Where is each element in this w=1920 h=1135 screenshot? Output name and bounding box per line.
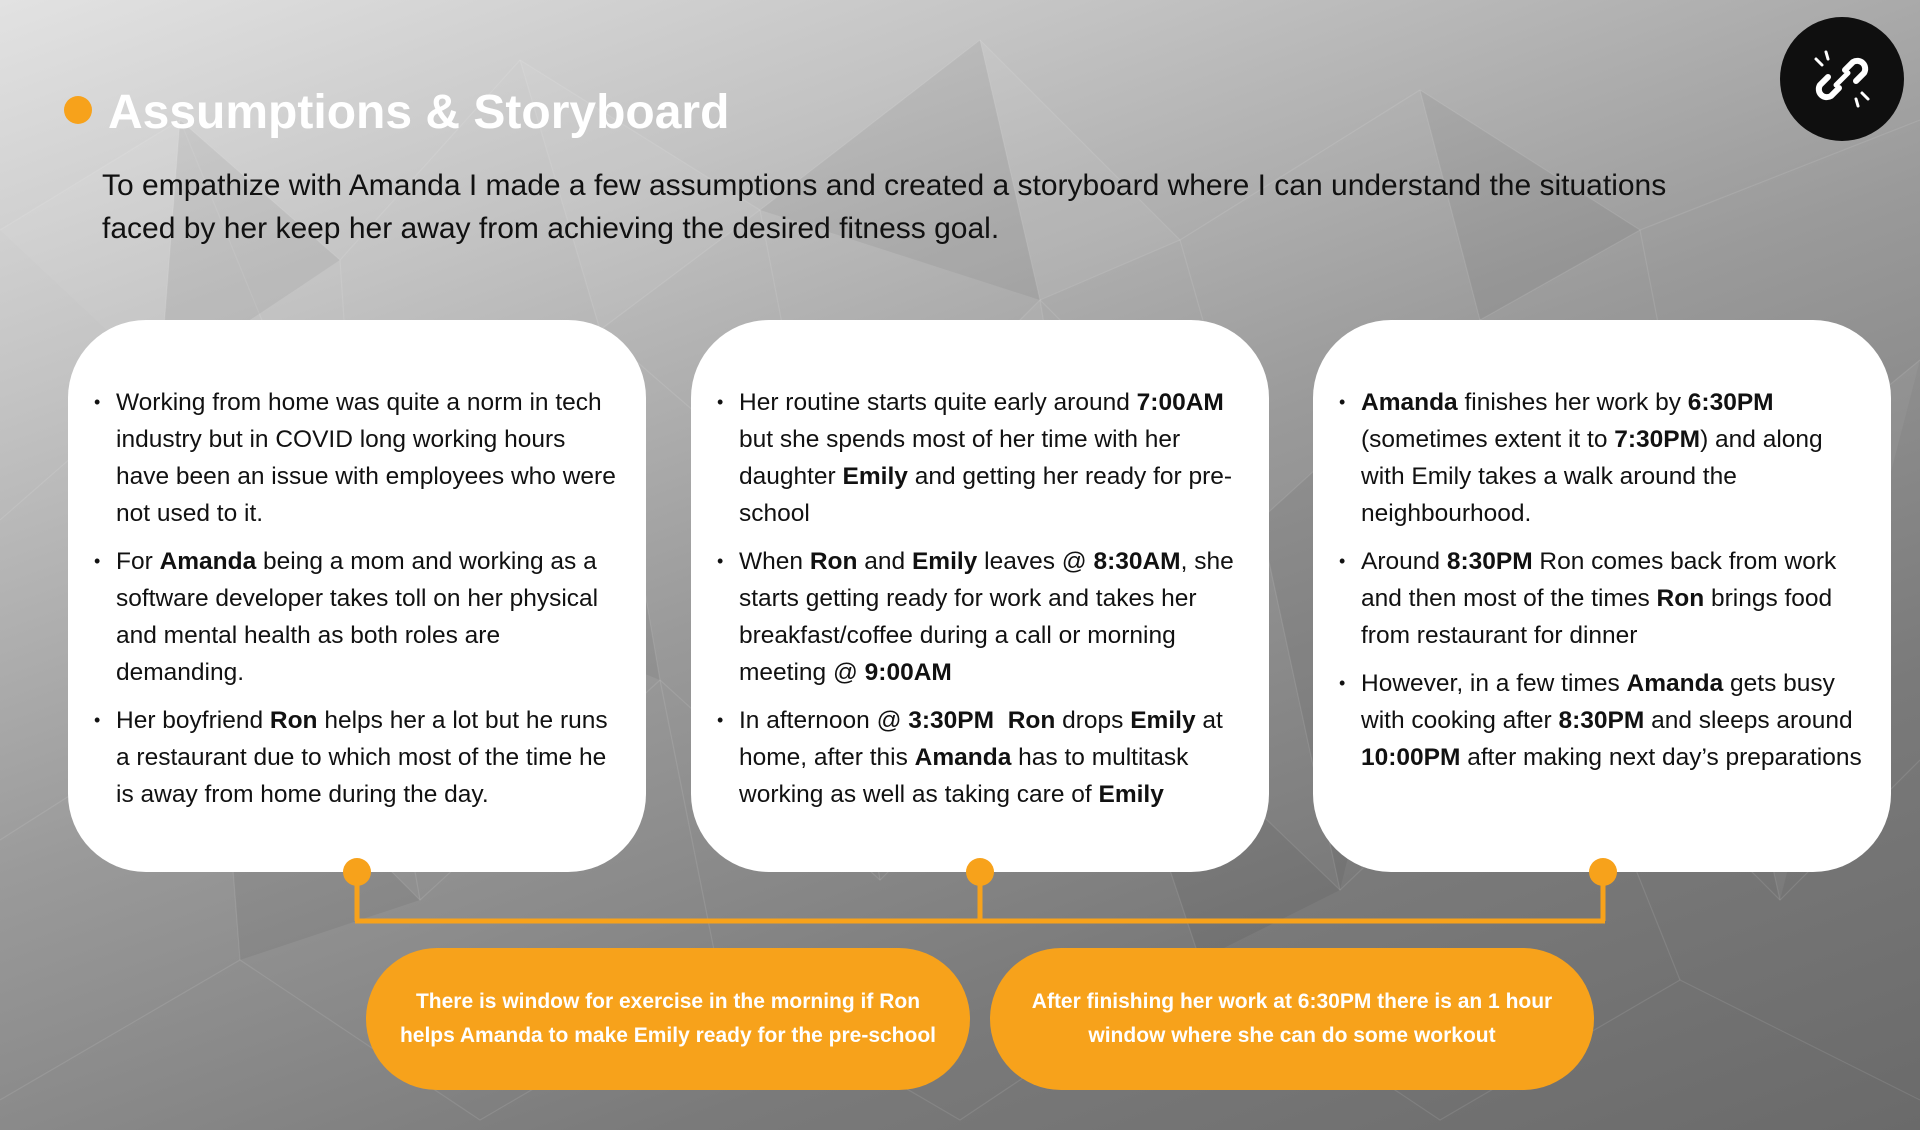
card-bullet-item: • Her boyfriend Ron helps her a lot but he runs a restaurant due to which most of the time he is away from home during the day. [94,702,618,813]
insight-pill-2: After finishing her work at 6:30PM there is an 1 hour window where she can do some workout [990,948,1594,1090]
broken-link-icon [1810,47,1874,111]
card-bullet-item: • When Ron and Emily leaves @ 8:30AM, she starts getting ready for work and takes her breakfast/coffee during a call or morning meeting @ 9:00AM [717,543,1241,691]
storyboard-card-1 [68,320,646,872]
card-bullet-item: • Around 8:30PM Ron comes back from work and then most of the times Ron brings food from restaurant for dinner [1339,543,1863,654]
card-bullet-item: • However, in a few times Amanda gets busy with cooking after 8:30PM and sleeps around 10:00PM after making next day’s preparations [1339,665,1863,776]
card-bullet-item: • Working from home was quite a norm in tech industry but in COVID long working hours have been an issue with employees who were not used to it. [94,384,618,532]
link-button[interactable] [1780,17,1904,141]
storyboard-card-2 [691,320,1269,872]
bottom-border [0,1130,1920,1135]
page-title: Assumptions & Storyboard [108,86,730,139]
storyboard-card-3 [1313,320,1891,872]
title-bullet [64,96,92,124]
card-bullet-item: • For Amanda being a mom and working as a software developer takes toll on her physical and mental health as both roles are demanding. [94,543,618,691]
card-bullet-item: • In afternoon @ 3:30PM Ron drops Emily at home, after this Amanda has to multitask working as well as taking care of Emily [717,702,1241,813]
insight-pill-1: There is window for exercise in the morning if Ron helps Amanda to make Emily ready for the pre-school [366,948,970,1090]
card-bullets [94,384,618,813]
card-bullets [717,384,1241,813]
card-bullet-item: • Amanda finishes her work by 6:30PM (sometimes extent it to 7:30PM) and along with Emily takes a walk around the neighbourhood. [1339,384,1863,532]
intro-paragraph: To empathize with Amanda I made a few assumptions and created a storyboard where I can understand the situations faced by her keep her away from achieving the desired fitness goal. [102,169,1667,245]
card-bullet-item: • Her routine starts quite early around 7:00AM but she spends most of her time with her daughter Emily and getting her ready for pre-school [717,384,1241,532]
card-bullets [1339,384,1863,776]
